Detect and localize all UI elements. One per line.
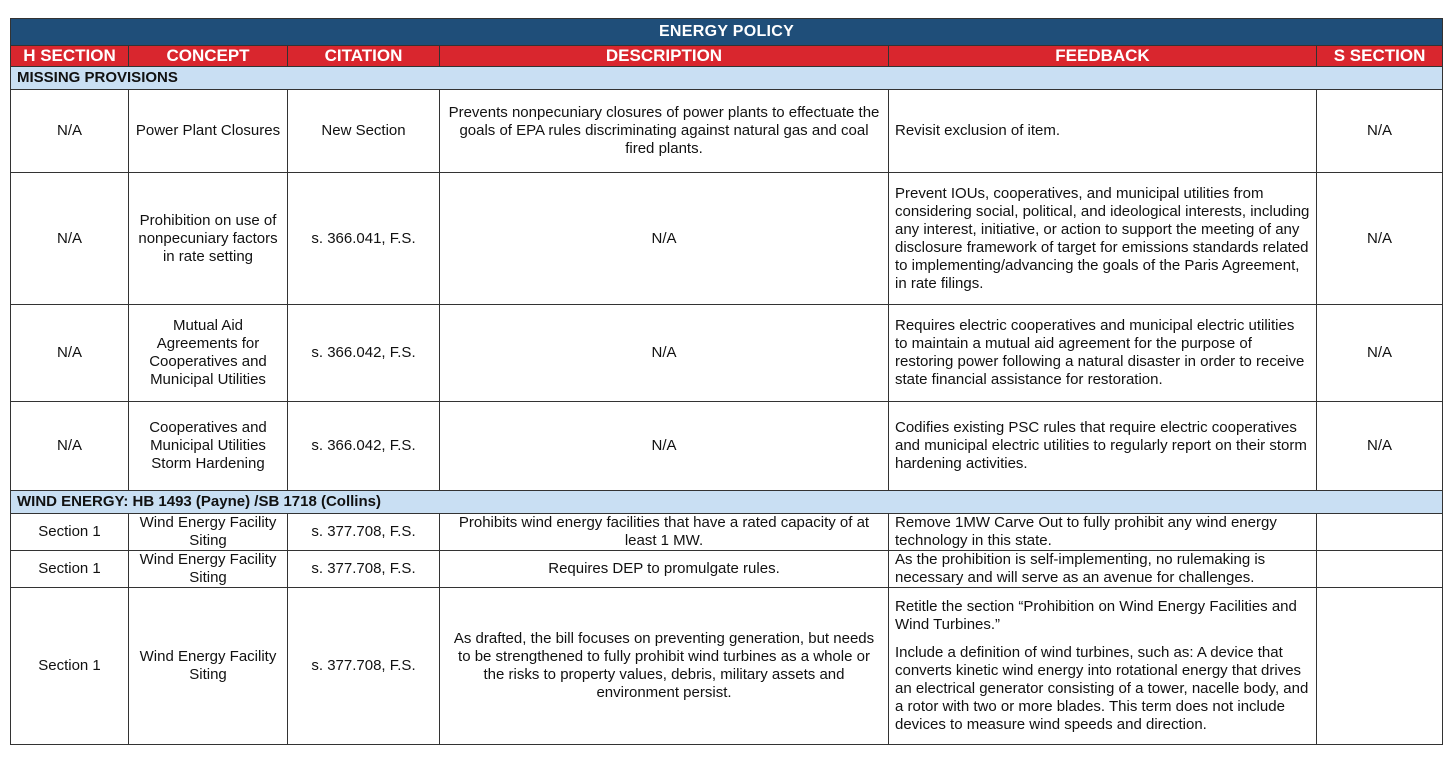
header-feedback: FEEDBACK [889,46,1317,67]
cell-concept: Cooperatives and Municipal Utilities Storm Hardening [129,402,288,491]
cell-description: N/A [440,402,889,491]
cell-h-section: Section 1 [11,514,129,551]
cell-s-section: N/A [1317,305,1443,402]
header-h-section: H SECTION [11,46,129,67]
section-title: WIND ENERGY: HB 1493 (Payne) /SB 1718 (Collins) [11,491,1443,514]
header-row [11,46,1443,67]
cell-feedback: Codifies existing PSC rules that require electric cooperatives and municipal electric utilities to regularly report on their storm hardening activities. [889,402,1317,491]
table-row [11,402,1443,491]
cell-description: Prohibits wind energy facilities that have a rated capacity of at least 1 MW. [440,514,889,551]
header-s-section: S SECTION [1317,46,1443,67]
cell-feedback: As the prohibition is self-implementing, no rulemaking is necessary and will serve as an avenue for challenges. [889,551,1317,588]
cell-citation: s. 366.041, F.S. [288,173,440,305]
table-row [11,173,1443,305]
table-row [11,551,1443,588]
table-row [11,305,1443,402]
cell-concept: Prohibition on use of nonpecuniary factors in rate setting [129,173,288,305]
cell-feedback: Prevent IOUs, cooperatives, and municipal utilities from considering social, political, and ideological interests, including any interest, initiative, or action to support the meeting of any disclosure framework of target for emissions standards related to implementing/advancing the goals of the Paris Agreement, in rate filings. [889,173,1317,305]
cell-h-section: Section 1 [11,551,129,588]
cell-citation: s. 377.708, F.S. [288,588,440,745]
cell-concept: Wind Energy Facility Siting [129,514,288,551]
cell-s-section: N/A [1317,90,1443,173]
table-title: ENERGY POLICY [11,19,1443,46]
cell-citation: s. 377.708, F.S. [288,551,440,588]
header-citation: CITATION [288,46,440,67]
section-title: MISSING PROVISIONS [11,67,1443,90]
cell-description: N/A [440,305,889,402]
cell-concept: Wind Energy Facility Siting [129,551,288,588]
cell-feedback: Remove 1MW Carve Out to fully prohibit any wind energy technology in this state. [889,514,1317,551]
cell-h-section: N/A [11,90,129,173]
cell-s-section [1317,588,1443,745]
section-header-missing-provisions [11,67,1443,90]
cell-feedback: Requires electric cooperatives and municipal electric utilities to maintain a mutual aid agreement for the purpose of restoring power following a natural disaster in order to receive state financial assistance for restoration. [889,305,1317,402]
cell-s-section: N/A [1317,402,1443,491]
energy-policy-table [10,18,1443,745]
cell-feedback: Revisit exclusion of item. [889,90,1317,173]
table-row [11,588,1443,745]
cell-citation: s. 377.708, F.S. [288,514,440,551]
cell-citation: s. 366.042, F.S. [288,305,440,402]
title-row [11,19,1443,46]
cell-description: As drafted, the bill focuses on preventing generation, but needs to be strengthened to fully prohibit wind turbines as a whole or the risks to property values, debris, military assets and environment persist. [440,588,889,745]
header-description: DESCRIPTION [440,46,889,67]
cell-h-section: Section 1 [11,588,129,745]
header-concept: CONCEPT [129,46,288,67]
cell-h-section: N/A [11,305,129,402]
cell-citation: New Section [288,90,440,173]
feedback-paragraph: Include a definition of wind turbines, such as: A device that converts kinetic wind energy into rotational energy that drives an electrical generator consisting of a tower, nacelle body, and a rotor with two or more blades. This term does not include devices to measure wind speeds and direction. [895,644,1309,733]
cell-s-section: N/A [1317,173,1443,305]
cell-s-section [1317,514,1443,551]
cell-description: Requires DEP to promulgate rules. [440,551,889,588]
cell-citation: s. 366.042, F.S. [288,402,440,491]
cell-h-section: N/A [11,173,129,305]
energy-policy-sheet [10,18,1442,745]
section-header-wind-energy [11,491,1443,514]
cell-s-section [1317,551,1443,588]
cell-concept: Power Plant Closures [129,90,288,173]
cell-feedback [889,588,1317,745]
feedback-paragraph: Retitle the section “Prohibition on Wind Energy Facilities and Wind Turbines.” [895,598,1297,633]
cell-h-section: N/A [11,402,129,491]
table-row [11,90,1443,173]
cell-description: N/A [440,173,889,305]
cell-concept: Wind Energy Facility Siting [129,588,288,745]
cell-description: Prevents nonpecuniary closures of power plants to effectuate the goals of EPA rules discriminating against natural gas and coal fired plants. [440,90,889,173]
cell-concept: Mutual Aid Agreements for Cooperatives and Municipal Utilities [129,305,288,402]
table-row [11,514,1443,551]
